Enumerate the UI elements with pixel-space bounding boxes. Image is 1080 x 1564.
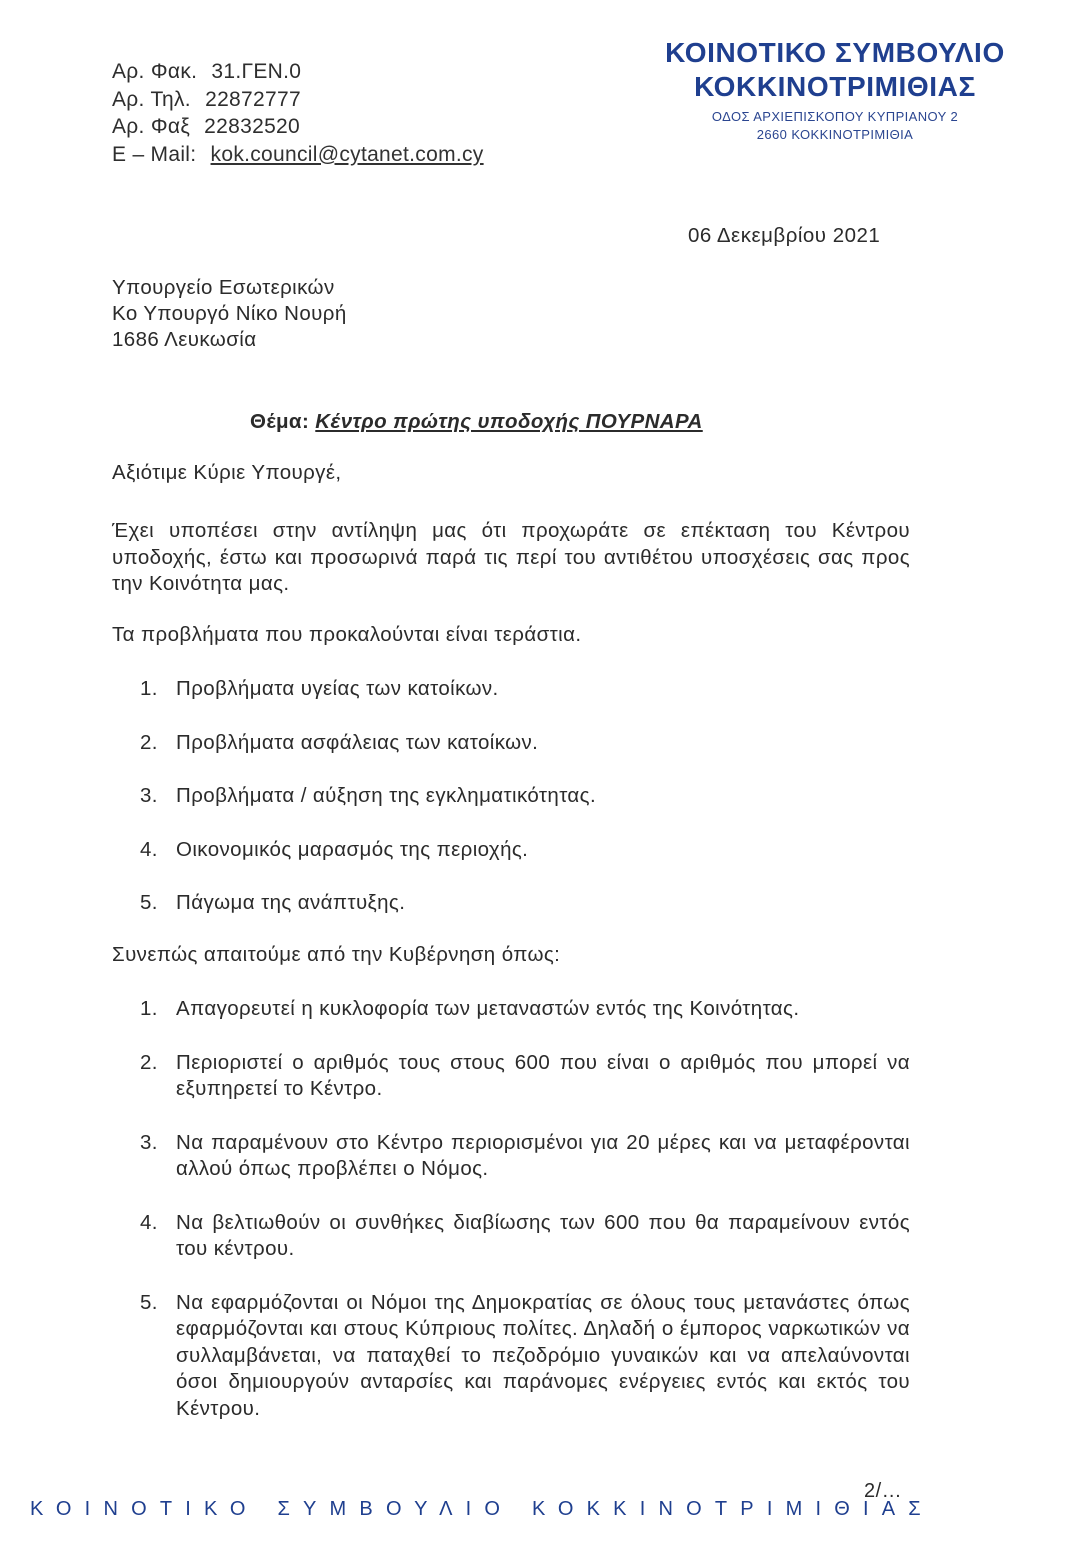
file-number-row	[112, 58, 484, 86]
council-address-line2: 2660 ΚΟΚΚΙΝΟΤΡΙΜΙΘΙΑ	[756, 127, 914, 142]
list-item	[140, 1050, 910, 1103]
list-number: 2.	[140, 1050, 158, 1074]
email-link[interactable]: kok.council@cytanet.com.cy	[210, 142, 484, 166]
council-name-line1: ΚΟΙΝΟΤΙΚΟ ΣΥΜΒΟΥΛΙΟ	[665, 37, 1005, 68]
recipient-line1: Υπουργείο Εσωτερικών	[112, 276, 335, 299]
list-number: 5.	[140, 1290, 158, 1314]
list-item	[140, 730, 910, 757]
recipient-block	[112, 275, 347, 353]
fax-value: 22832520	[204, 115, 301, 138]
list-number: 5.	[140, 891, 158, 914]
file-number-label: Αρ. Φακ.	[112, 60, 198, 83]
demands-list	[140, 996, 910, 1422]
file-number-value: 31.ΓΕΝ.0	[211, 60, 302, 83]
list-item	[140, 676, 910, 703]
problems-list	[140, 676, 910, 917]
letter-date: 06 Δεκεμβρίου 2021	[688, 224, 881, 247]
subject-label: Θέμα:	[250, 410, 310, 433]
reference-block	[112, 58, 484, 168]
paragraph-1: Έχει υποπέσει στην αντίληψη μας ότι προχωράτε σε επέκταση του Κέντρου υποδοχής, έστω και προσωρινά παρά τις περί του αντιθέτου υποσχέσεις σας προς την Κοινότητα μας.	[112, 519, 910, 595]
list-number: 3.	[140, 784, 158, 807]
list-text: Πάγωμα της ανάπτυξης.	[176, 891, 406, 914]
phone-label: Αρ. Τηλ.	[112, 87, 191, 111]
list-text: Προβλήματα / αύξηση της εγκληματικότητας.	[176, 784, 597, 807]
list-number: 1.	[140, 997, 158, 1020]
footer-council-name: ΚΟΙΝΟΤΙΚΟ ΣΥΜΒΟΥΛΙΟ ΚΟΚΚΙΝΟΤΡΙΜΙΘΙΑΣ	[30, 1498, 934, 1520]
problems-intro: Τα προβλήματα που προκαλούνται είναι τεράστια.	[112, 623, 582, 646]
council-letterhead	[630, 36, 1040, 144]
list-number: 1.	[140, 677, 158, 700]
fax-row	[112, 113, 484, 141]
fax-label: Αρ. Φαξ	[112, 115, 191, 138]
list-item	[140, 1210, 910, 1263]
list-text: Οικονομικός μαρασμός της περιοχής.	[176, 837, 529, 861]
phone-value: 22872777	[205, 87, 301, 111]
list-item	[140, 783, 910, 810]
list-number: 4.	[140, 837, 158, 861]
list-text: Προβλήματα υγείας των κατοίκων.	[176, 677, 499, 700]
page-marker: 2/…	[864, 1480, 903, 1502]
email-row	[112, 141, 484, 169]
recipient-line3: 1686 Λευκωσία	[112, 328, 257, 351]
subject-line	[250, 410, 703, 434]
list-text: Να βελτιωθούν οι συνθήκες διαβίωσης των 600 που θα παραμείνουν εντός του κέντρου.	[176, 1210, 910, 1260]
list-text: Περιοριστεί ο αριθμός τους στους 600 που είναι ο αριθμός που μπορεί να εξυπηρετεί το Κέντρο.	[176, 1050, 910, 1100]
email-label: E – Mail:	[112, 142, 197, 166]
list-text: Προβλήματα ασφάλειας των κατοίκων.	[176, 730, 539, 754]
recipient-line2: Κο Υπουργό Νίκο Νουρή	[112, 302, 347, 325]
council-name-line2: ΚΟΚΚΙΝΟΤΡΙΜΙΘΙΑΣ	[694, 71, 976, 102]
list-text: Να εφαρμόζονται οι Νόμοι της Δημοκρατίας σε όλους τους μετανάστες όπως εφαρμόζονται και στους Κύπριους πολίτες. Δηλαδή ο έμπορος ναρκωτικών να συλλαμβάνεται, να παταχθεί το πεζοδρόμιο γυναικών και να απελαύνονται όσοι δημιουργούν ανταρσίες και παράνομες ενέργειες εντός και εκτός του Κέντρου.	[176, 1290, 910, 1420]
salutation: Αξιότιμε Κύριε Υπουργέ,	[112, 461, 342, 484]
list-number: 3.	[140, 1130, 158, 1154]
list-item	[140, 996, 910, 1023]
list-item	[140, 837, 910, 864]
subject-title: Κέντρο πρώτης υποδοχής ΠΟΥΡΝΑΡΑ	[315, 410, 703, 433]
phone-row	[112, 86, 484, 114]
list-text: Να παραμένουν στο Κέντρο περιορισμένοι για 20 μέρες και να μεταφέρονται αλλού όπως προβλέπει ο Νόμος.	[176, 1130, 910, 1180]
list-text: Απαγορευτεί η κυκλοφορία των μεταναστών εντός της Κοινότητας.	[176, 997, 800, 1020]
list-number: 2.	[140, 730, 158, 754]
list-item	[140, 890, 910, 917]
list-item	[140, 1290, 910, 1423]
demands-intro: Συνεπώς απαιτούμε από την Κυβέρνηση όπως:	[112, 943, 561, 966]
council-address-line1: ΟΔΟΣ ΑΡΧΙΕΠΙΣΚΟΠΟΥ ΚΥΠΡΙΑΝΟΥ 2	[711, 109, 959, 124]
list-item	[140, 1130, 910, 1183]
list-number: 4.	[140, 1210, 158, 1234]
